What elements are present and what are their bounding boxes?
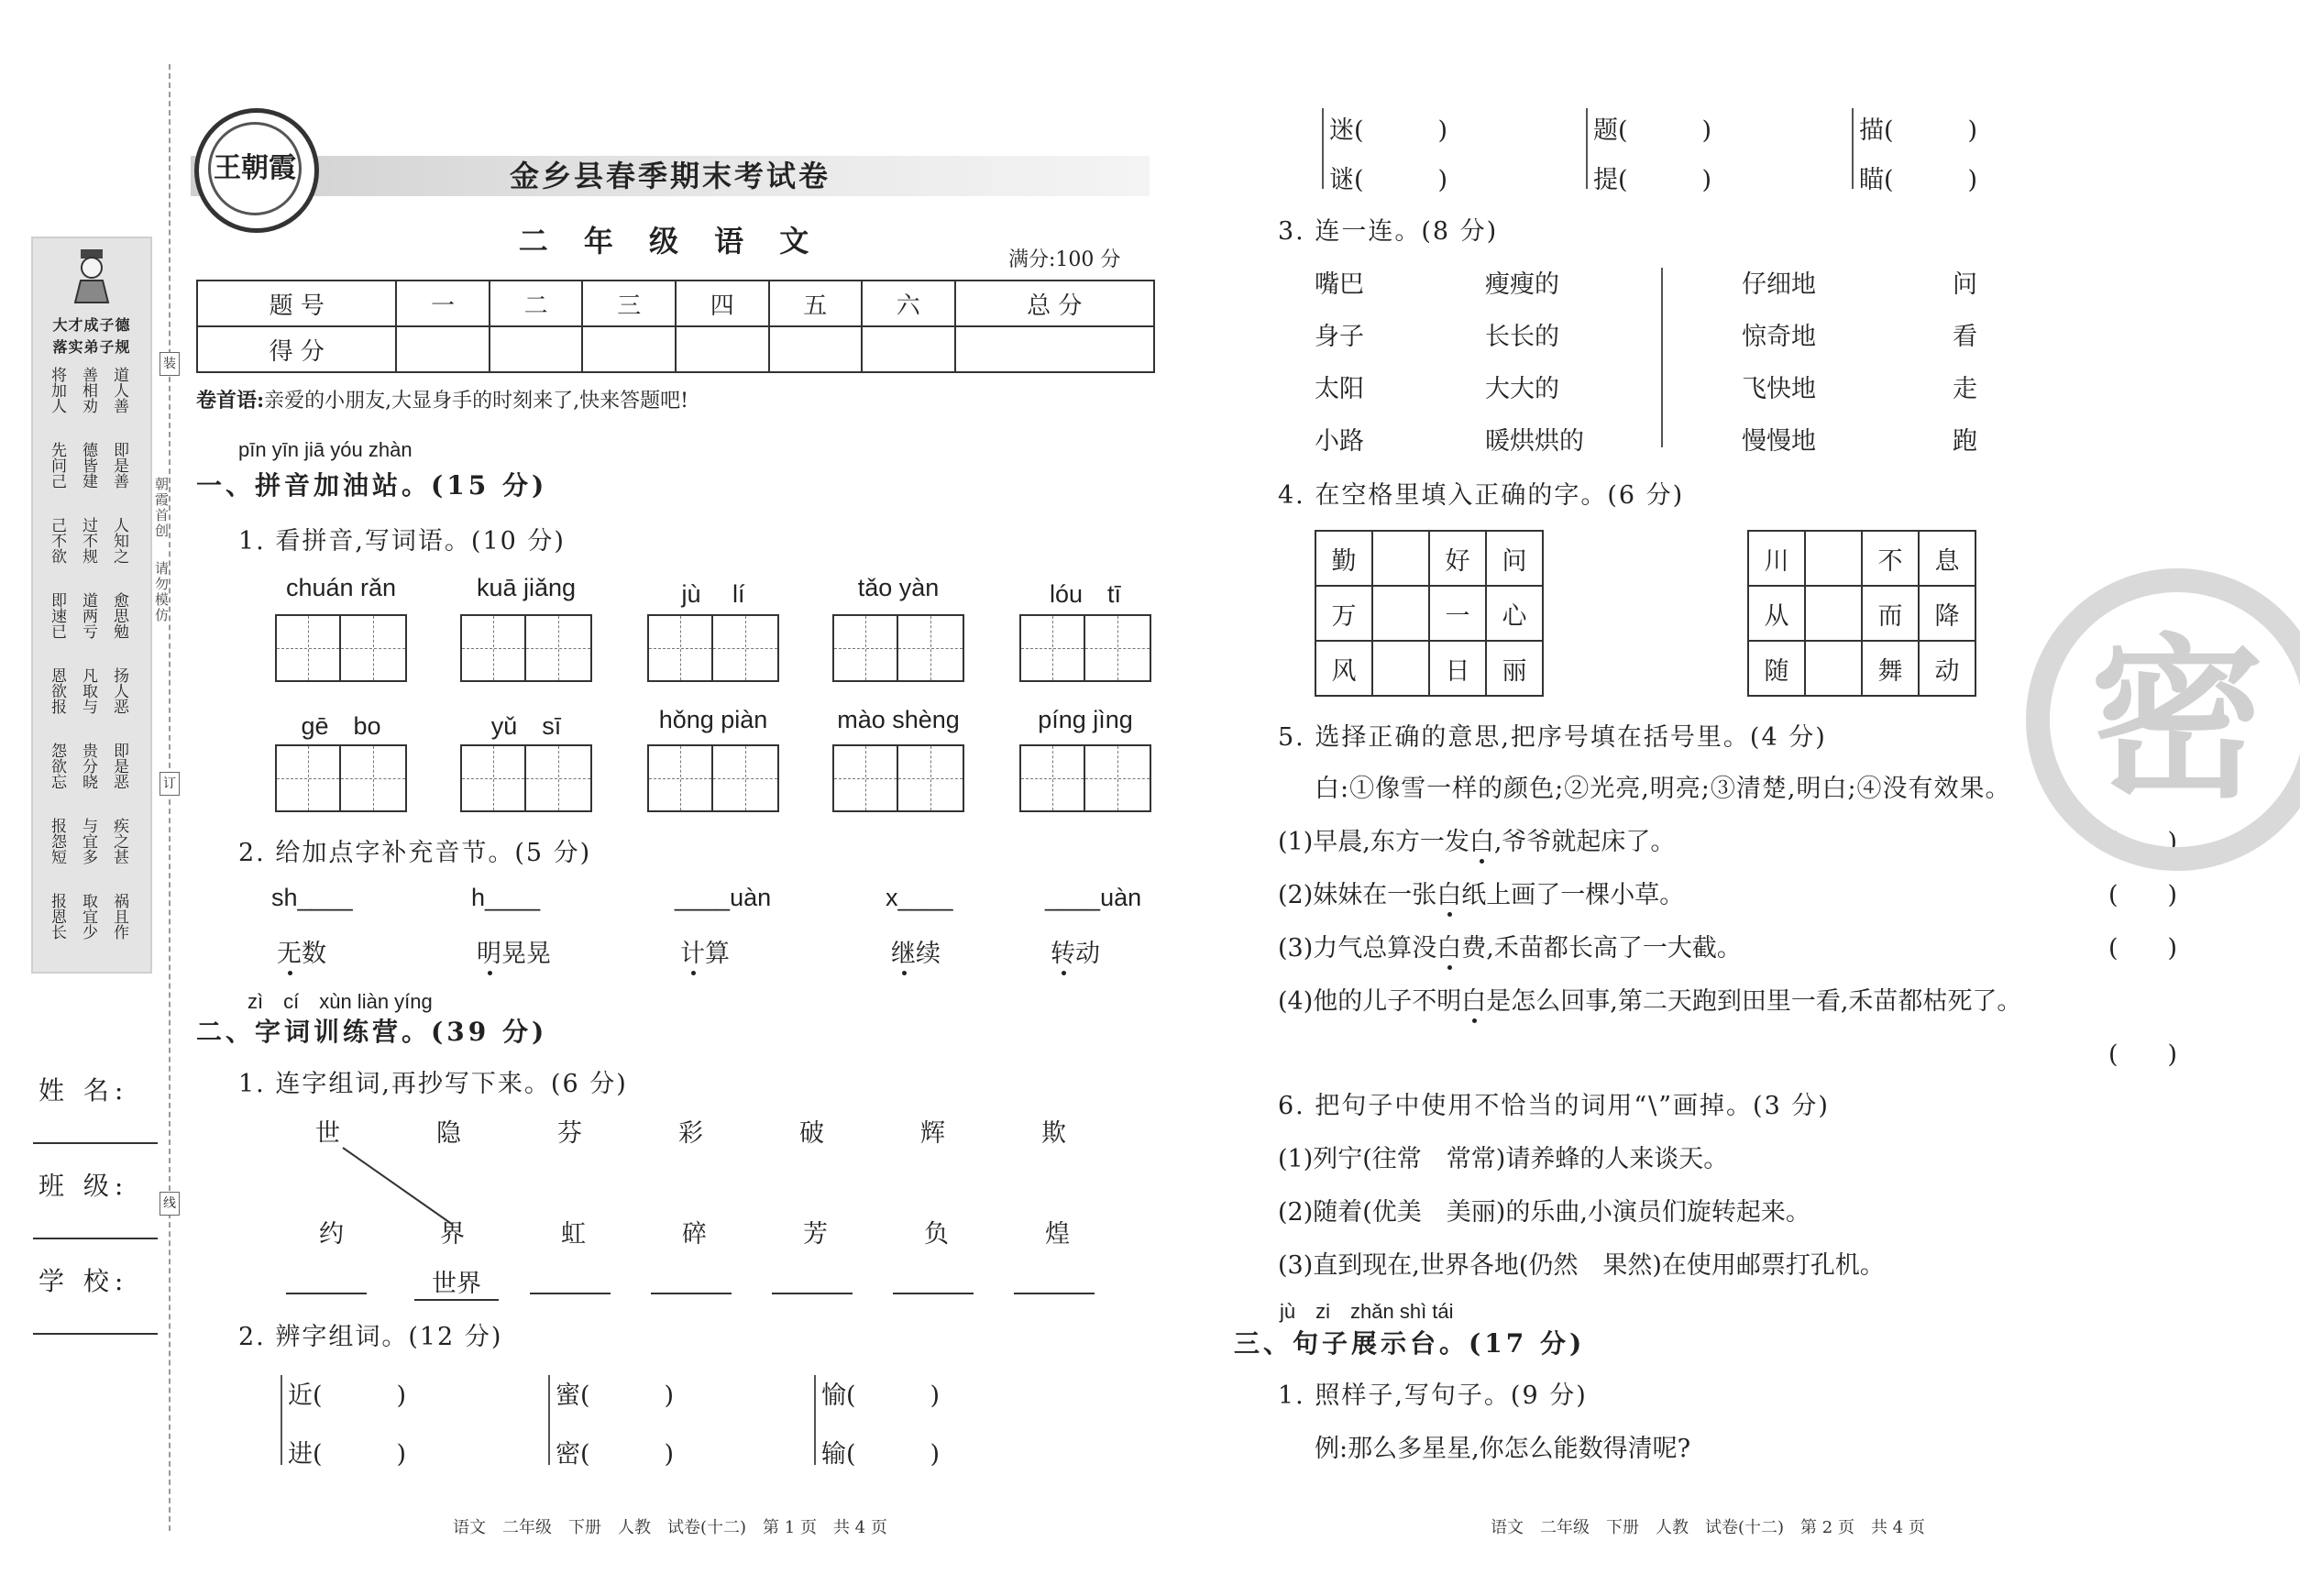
match-word[interactable]: 暖烘烘的 bbox=[1485, 427, 1584, 456]
copyright-note-2: 请勿模仿 bbox=[153, 561, 170, 623]
writing-grid[interactable] bbox=[647, 614, 779, 682]
answer-paren[interactable]: ( ) bbox=[2108, 934, 2178, 963]
fill-row bbox=[1315, 586, 1543, 641]
writing-grid[interactable] bbox=[460, 614, 592, 682]
writing-grid[interactable] bbox=[1019, 744, 1151, 812]
pair-item[interactable]: 进( ) bbox=[288, 1440, 407, 1469]
score-header-cell: 三 bbox=[582, 281, 676, 326]
syllable-blank[interactable]: h____ bbox=[471, 884, 541, 911]
binding-line bbox=[169, 64, 171, 1531]
writing-grid[interactable] bbox=[832, 744, 964, 812]
word-rest: 数 bbox=[302, 940, 326, 968]
answer-line[interactable] bbox=[893, 1293, 974, 1294]
fill-char-cell: 不 bbox=[1862, 531, 1919, 586]
writing-grid[interactable] bbox=[275, 744, 407, 812]
writing-grid[interactable] bbox=[647, 744, 779, 812]
pinyin-prompt: jù lí bbox=[681, 580, 745, 608]
fill-char-cell: 息 bbox=[1919, 531, 1975, 586]
fill-char-cell: 动 bbox=[1919, 641, 1975, 696]
example-connect-line bbox=[339, 1146, 458, 1228]
meaning-sentence bbox=[1278, 875, 1684, 910]
seal-char-2: 订 bbox=[160, 772, 180, 796]
matching-divider bbox=[1661, 268, 1663, 447]
motto-column: 道两亏 bbox=[79, 592, 97, 639]
connect-top-char[interactable]: 破 bbox=[799, 1119, 824, 1148]
writing-cell[interactable] bbox=[649, 746, 713, 810]
match-word[interactable]: 走 bbox=[1953, 375, 1977, 403]
preface-label: 卷首语: bbox=[196, 389, 265, 413]
answer-line[interactable] bbox=[286, 1293, 367, 1294]
dotted-word bbox=[891, 933, 941, 969]
pinyin-prompt: tǎo yàn bbox=[857, 574, 940, 601]
sec3-example: 例:那么多星星,你怎么能数得清呢? bbox=[1315, 1435, 1691, 1463]
match-word[interactable]: 身子 bbox=[1315, 323, 1364, 351]
fill-char-cell: 风 bbox=[1315, 641, 1372, 696]
subject-title: 二 年 级 语 文 bbox=[518, 224, 822, 259]
writing-cell[interactable] bbox=[1085, 616, 1150, 680]
connect-bottom-char[interactable]: 煌 bbox=[1045, 1220, 1070, 1249]
writing-cell[interactable] bbox=[526, 746, 590, 810]
sec1-title: 一、拼音加油站。(15 分) bbox=[196, 470, 548, 501]
pair-item[interactable]: 愉( ) bbox=[821, 1381, 941, 1410]
motto-column: 取宜少 bbox=[79, 893, 97, 940]
seal-char-3: 线 bbox=[160, 1192, 180, 1216]
connect-top-char[interactable]: 彩 bbox=[678, 1119, 703, 1148]
writing-cell[interactable] bbox=[277, 616, 341, 680]
fill-char-cell: 日 bbox=[1429, 641, 1486, 696]
match-word[interactable]: 太阳 bbox=[1315, 375, 1364, 403]
motto-column: 怨欲忘 bbox=[48, 743, 66, 789]
motto-column: 与宜多 bbox=[79, 818, 97, 864]
motto-column: 过不规 bbox=[79, 517, 97, 564]
writing-grid[interactable] bbox=[832, 614, 964, 682]
meaning-sentence bbox=[1278, 928, 1742, 963]
match-word[interactable]: 飞快地 bbox=[1742, 375, 1816, 403]
score-header-cell: 二 bbox=[490, 281, 583, 326]
motto-column: 疾之甚 bbox=[110, 818, 128, 864]
strike-sentence[interactable]: (3)直到现在,世界各地(仍然 果然)在使用邮票打孔机。 bbox=[1278, 1251, 1885, 1280]
sec2-q5: 5. 选择正确的意思,把序号填在括号里。(4 分) bbox=[1278, 723, 1827, 752]
match-word[interactable]: 小路 bbox=[1315, 427, 1364, 456]
match-word[interactable]: 嘴巴 bbox=[1315, 270, 1364, 299]
motto-column: 报怨短 bbox=[48, 818, 66, 864]
word-rest: 动 bbox=[1075, 940, 1100, 968]
match-word[interactable]: 瘦瘦的 bbox=[1485, 270, 1559, 299]
sentence-pre: (2)妹妹在一张 bbox=[1278, 881, 1437, 909]
writing-cell[interactable] bbox=[462, 616, 526, 680]
dotted-char: 转 bbox=[1051, 940, 1075, 968]
connect-bottom-char[interactable]: 芳 bbox=[803, 1220, 828, 1249]
bai-meanings: 白:①像雪一样的颜色;②光亮,明亮;③清楚,明白;④没有效果。 bbox=[1315, 775, 2011, 803]
match-word[interactable]: 大大的 bbox=[1485, 375, 1559, 403]
answer-line[interactable] bbox=[772, 1293, 853, 1294]
writing-grid[interactable] bbox=[1019, 614, 1151, 682]
motto-column: 报恩长 bbox=[48, 893, 66, 940]
strike-sentence[interactable]: (1)列宁(往常 常常)请养蜂的人来谈天。 bbox=[1278, 1145, 1729, 1173]
answer-paren[interactable]: ( ) bbox=[2108, 828, 2178, 856]
score-header-cell: 六 bbox=[862, 281, 955, 326]
answer-paren[interactable]: ( ) bbox=[2108, 881, 2178, 909]
score-cell[interactable] bbox=[676, 326, 769, 372]
dotted-word bbox=[1051, 933, 1100, 969]
footer-left: 语文 二年级 下册 人教 试卷(十二) 第 1 页 共 4 页 bbox=[453, 1518, 887, 1537]
writing-cell[interactable] bbox=[462, 746, 526, 810]
writing-grid[interactable] bbox=[460, 744, 592, 812]
name-field[interactable] bbox=[33, 1142, 158, 1144]
pair-bracket bbox=[814, 1375, 816, 1465]
score-table bbox=[196, 280, 1155, 373]
connect-bottom-char[interactable]: 界 bbox=[440, 1220, 465, 1249]
fill-char-cell: 舞 bbox=[1862, 641, 1919, 696]
watermark-char: 密 bbox=[2089, 617, 2264, 821]
fill-row bbox=[1748, 641, 1975, 696]
writing-cell[interactable] bbox=[1021, 616, 1085, 680]
connect-top-char[interactable]: 芬 bbox=[557, 1119, 582, 1148]
class-label: 班 级: bbox=[39, 1171, 129, 1201]
fill-row bbox=[1748, 586, 1975, 641]
connect-top-char[interactable]: 隐 bbox=[436, 1119, 461, 1148]
pinyin-prompt: lóu tī bbox=[1049, 580, 1122, 608]
fill-row bbox=[1315, 531, 1543, 586]
fill-char-cell: 随 bbox=[1748, 641, 1805, 696]
fill-char-cell: 从 bbox=[1748, 586, 1805, 641]
pair-item[interactable]: 描( ) bbox=[1859, 116, 1978, 145]
score-cell[interactable] bbox=[769, 326, 863, 372]
fill-blank-cell[interactable] bbox=[1805, 531, 1862, 586]
school-label: 学 校: bbox=[39, 1266, 129, 1296]
strike-sentence[interactable]: (2)随着(优美 美丽)的乐曲,小演员们旋转起来。 bbox=[1278, 1198, 1810, 1227]
score-cell[interactable] bbox=[490, 326, 583, 372]
exam-title: 金乡县春季期末考试卷 bbox=[509, 159, 831, 193]
connect-bottom-char[interactable]: 负 bbox=[924, 1220, 949, 1249]
meaning-sentence bbox=[1278, 821, 1675, 857]
pair-item[interactable]: 密( ) bbox=[556, 1440, 675, 1469]
word-rest: 晃晃 bbox=[501, 940, 551, 968]
fill-blank-cell[interactable] bbox=[1805, 641, 1862, 696]
score-cell[interactable] bbox=[955, 326, 1154, 372]
writing-cell[interactable] bbox=[713, 746, 777, 810]
pinyin-prompt: yǔ sī bbox=[490, 712, 562, 740]
writing-cell[interactable] bbox=[834, 746, 898, 810]
pair-bracket bbox=[548, 1375, 550, 1465]
fill-blank-cell[interactable] bbox=[1372, 531, 1429, 586]
motto-column: 道人善 bbox=[110, 367, 128, 413]
dotted-char: 白 bbox=[1436, 881, 1462, 909]
fill-char-cell: 好 bbox=[1429, 531, 1486, 586]
fill-char-cell: 勤 bbox=[1315, 531, 1372, 586]
match-word[interactable]: 看 bbox=[1953, 323, 1977, 351]
sentence-pre: (1)早晨,东方一发 bbox=[1278, 828, 1469, 856]
motto-column: 即是善 bbox=[110, 442, 128, 489]
writing-grid[interactable] bbox=[275, 614, 407, 682]
answer-line[interactable] bbox=[530, 1293, 611, 1294]
writing-cell[interactable] bbox=[898, 746, 963, 810]
connect-top-char[interactable]: 欺 bbox=[1041, 1119, 1066, 1148]
score-cell[interactable] bbox=[582, 326, 676, 372]
motto-column: 恩欲报 bbox=[48, 667, 66, 714]
meaning-sentence bbox=[1278, 981, 2021, 1017]
answer-paren[interactable]: ( ) bbox=[2108, 1040, 2178, 1069]
sentence-post: 是怎么回事,第二天跑到田里一看,禾苗都枯死了。 bbox=[1486, 987, 2022, 1016]
pair-bracket bbox=[281, 1375, 282, 1465]
preface bbox=[196, 385, 688, 413]
writing-cell[interactable] bbox=[713, 616, 777, 680]
motto-column: 德皆建 bbox=[79, 442, 97, 489]
sec2-q4: 4. 在空格里填入正确的字。(6 分) bbox=[1278, 481, 1685, 510]
motto-sidebar bbox=[31, 237, 152, 974]
syllable-blank[interactable]: ____uàn bbox=[1045, 884, 1142, 911]
pair-item[interactable]: 迷( ) bbox=[1329, 116, 1448, 145]
score-header-cell: 一 bbox=[396, 281, 490, 326]
match-word[interactable]: 问 bbox=[1953, 270, 1977, 299]
fill-char-cell: 川 bbox=[1748, 531, 1805, 586]
dotted-char: 白 bbox=[1461, 987, 1487, 1016]
match-word[interactable]: 慢慢地 bbox=[1742, 427, 1816, 456]
dotted-char: 白 bbox=[1436, 934, 1462, 963]
example-answer: 世界 bbox=[414, 1263, 499, 1301]
connect-bottom-char[interactable]: 虹 bbox=[561, 1220, 586, 1249]
pinyin-prompt: píng jìng bbox=[1038, 706, 1133, 733]
fill-blank-cell[interactable] bbox=[1372, 586, 1429, 641]
score-cell[interactable] bbox=[396, 326, 490, 372]
fill-char-cell: 丽 bbox=[1486, 641, 1543, 696]
sec1-q1: 1. 看拼音,写词语。(10 分) bbox=[238, 527, 566, 556]
motto-column: 先问己 bbox=[48, 442, 66, 489]
pair-bracket bbox=[1322, 108, 1324, 189]
sec3-title: 三、句子展示台。(17 分) bbox=[1234, 1328, 1586, 1359]
syllable-blank[interactable]: sh____ bbox=[271, 884, 353, 911]
full-score: 满分:100 分 bbox=[1008, 248, 1121, 271]
fill-grid-1 bbox=[1315, 530, 1544, 697]
fill-blank-cell[interactable] bbox=[1372, 641, 1429, 696]
sec2-q1: 1. 连字组词,再抄写下来。(6 分) bbox=[238, 1070, 628, 1098]
pinyin-prompt: chuán rǎn bbox=[285, 574, 397, 601]
fill-char-cell: 问 bbox=[1486, 531, 1543, 586]
sec2-q3: 3. 连一连。(8 分) bbox=[1278, 217, 1499, 246]
pair-item[interactable]: 提( ) bbox=[1593, 166, 1712, 194]
copyright-note-1: 朝霞首创 bbox=[153, 477, 170, 539]
pair-item[interactable]: 近( ) bbox=[288, 1381, 407, 1410]
motto-line-1: 大才成子德 bbox=[52, 316, 131, 334]
sentence-post: 费,禾苗都长高了一大截。 bbox=[1461, 934, 1742, 963]
fill-char-cell: 降 bbox=[1919, 586, 1975, 641]
pinyin-prompt: kuā jiǎng bbox=[476, 574, 577, 601]
writing-cell[interactable] bbox=[341, 746, 405, 810]
score-row-label: 得 分 bbox=[197, 326, 396, 372]
sentence-pre: (4)他的儿子不明 bbox=[1278, 987, 1462, 1016]
writing-cell[interactable] bbox=[898, 616, 963, 680]
score-cell[interactable] bbox=[862, 326, 955, 372]
motto-column: 善相劝 bbox=[79, 367, 97, 413]
motto-column: 将加人 bbox=[48, 367, 66, 413]
footer-right: 语文 二年级 下册 人教 试卷(十二) 第 2 页 共 4 页 bbox=[1491, 1518, 1925, 1537]
answer-line[interactable] bbox=[1014, 1293, 1095, 1294]
pair-item[interactable]: 瞄( ) bbox=[1859, 166, 1978, 194]
class-field[interactable] bbox=[33, 1238, 158, 1239]
score-header-cell: 总 分 bbox=[955, 281, 1154, 326]
sec1-pinyin: pīn yīn jiā yóu zhàn bbox=[238, 438, 413, 461]
dotted-word bbox=[680, 933, 730, 969]
scholar-figure-icon bbox=[70, 249, 114, 304]
writing-cell[interactable] bbox=[277, 746, 341, 810]
sec1-q2: 2. 给加点字补充音节。(5 分) bbox=[238, 839, 592, 867]
school-field[interactable] bbox=[33, 1333, 158, 1335]
publisher-logo-icon bbox=[194, 108, 319, 233]
pair-bracket bbox=[1586, 108, 1588, 189]
motto-column: 愈思勉 bbox=[110, 592, 128, 639]
pair-item[interactable]: 输( ) bbox=[821, 1440, 941, 1469]
sec3-q1: 1. 照样子,写句子。(9 分) bbox=[1278, 1381, 1588, 1410]
dotted-char: 计 bbox=[680, 940, 705, 968]
motto-line-2: 落实弟子规 bbox=[52, 338, 131, 356]
writing-cell[interactable] bbox=[1085, 746, 1150, 810]
pair-item[interactable]: 蜜( ) bbox=[556, 1381, 675, 1410]
sentence-post: ,爷爷就起床了。 bbox=[1493, 828, 1676, 856]
pinyin-prompt: hǒng piàn bbox=[658, 706, 768, 733]
score-header-cell: 五 bbox=[769, 281, 863, 326]
syllable-blank[interactable]: x____ bbox=[886, 884, 953, 911]
motto-column: 贵分晓 bbox=[79, 743, 97, 789]
motto-column: 祸且作 bbox=[110, 893, 128, 940]
match-word[interactable]: 惊奇地 bbox=[1742, 323, 1816, 351]
dotted-word bbox=[477, 933, 551, 969]
word-rest: 算 bbox=[705, 940, 730, 968]
pair-item[interactable]: 谜( ) bbox=[1329, 166, 1448, 194]
fill-row bbox=[1748, 531, 1975, 586]
fill-char-cell: 一 bbox=[1429, 586, 1486, 641]
motto-column: 即是恶 bbox=[110, 743, 128, 789]
connect-bottom-char[interactable]: 约 bbox=[319, 1220, 344, 1249]
dotted-char: 继 bbox=[891, 940, 916, 968]
score-value-row bbox=[197, 326, 1154, 372]
dotted-char: 无 bbox=[277, 940, 302, 968]
connect-top-char[interactable]: 世 bbox=[315, 1119, 340, 1148]
logo-text: 王朝霞 bbox=[208, 122, 302, 215]
name-label: 姓 名: bbox=[39, 1075, 129, 1106]
syllable-blank[interactable]: ____uàn bbox=[675, 884, 772, 911]
dotted-char: 白 bbox=[1469, 828, 1494, 856]
dotted-char: 明 bbox=[477, 940, 501, 968]
score-header-row bbox=[197, 281, 1154, 326]
sec2-q6: 6. 把句子中使用不恰当的词用“\”画掉。(3 分) bbox=[1278, 1092, 1830, 1120]
motto-column: 即速已 bbox=[48, 592, 66, 639]
writing-cell[interactable] bbox=[834, 616, 898, 680]
pair-bracket bbox=[1852, 108, 1854, 189]
fill-grid-2 bbox=[1747, 530, 1976, 697]
sentence-post: 纸上画了一棵小草。 bbox=[1461, 881, 1685, 909]
word-rest: 续 bbox=[916, 940, 941, 968]
preface-text: 亲爱的小朋友,大显身手的时刻来了,快来答题吧! bbox=[264, 390, 688, 413]
score-header-cell: 题 号 bbox=[197, 281, 396, 326]
motto-column: 人知之 bbox=[110, 517, 128, 564]
sentence-pre: (3)力气总算没 bbox=[1278, 934, 1437, 963]
answer-line[interactable] bbox=[651, 1293, 732, 1294]
fill-char-cell: 心 bbox=[1486, 586, 1543, 641]
pinyin-prompt: gē bo bbox=[301, 712, 381, 740]
writing-cell[interactable] bbox=[341, 616, 405, 680]
motto-column: 凡取与 bbox=[79, 667, 97, 714]
pinyin-prompt: mào shèng bbox=[837, 706, 960, 733]
score-header-cell: 四 bbox=[676, 281, 769, 326]
match-word[interactable]: 仔细地 bbox=[1742, 270, 1816, 299]
fill-blank-cell[interactable] bbox=[1805, 586, 1862, 641]
match-word[interactable]: 跑 bbox=[1953, 427, 1977, 456]
motto-column: 扬人恶 bbox=[110, 667, 128, 714]
fill-char-cell: 而 bbox=[1862, 586, 1919, 641]
sec2-pinyin: zì cí xùn liàn yíng bbox=[248, 990, 433, 1013]
match-word[interactable]: 长长的 bbox=[1485, 323, 1559, 351]
sec2-q2: 2. 辨字组词。(12 分) bbox=[238, 1323, 503, 1351]
sec3-pinyin: jù zi zhǎn shì tái bbox=[1280, 1300, 1454, 1323]
writing-cell[interactable] bbox=[649, 616, 713, 680]
connect-top-char[interactable]: 辉 bbox=[920, 1119, 945, 1148]
connect-bottom-char[interactable]: 碎 bbox=[682, 1220, 707, 1249]
writing-cell[interactable] bbox=[526, 616, 590, 680]
fill-row bbox=[1315, 641, 1543, 696]
motto-column: 己不欲 bbox=[48, 517, 66, 564]
fill-char-cell: 万 bbox=[1315, 586, 1372, 641]
writing-cell[interactable] bbox=[1021, 746, 1085, 810]
pair-item[interactable]: 题( ) bbox=[1593, 116, 1712, 145]
seal-char-1: 装 bbox=[160, 352, 180, 376]
sec2-title: 二、字词训练营。(39 分) bbox=[196, 1017, 548, 1047]
dotted-word bbox=[277, 933, 326, 969]
